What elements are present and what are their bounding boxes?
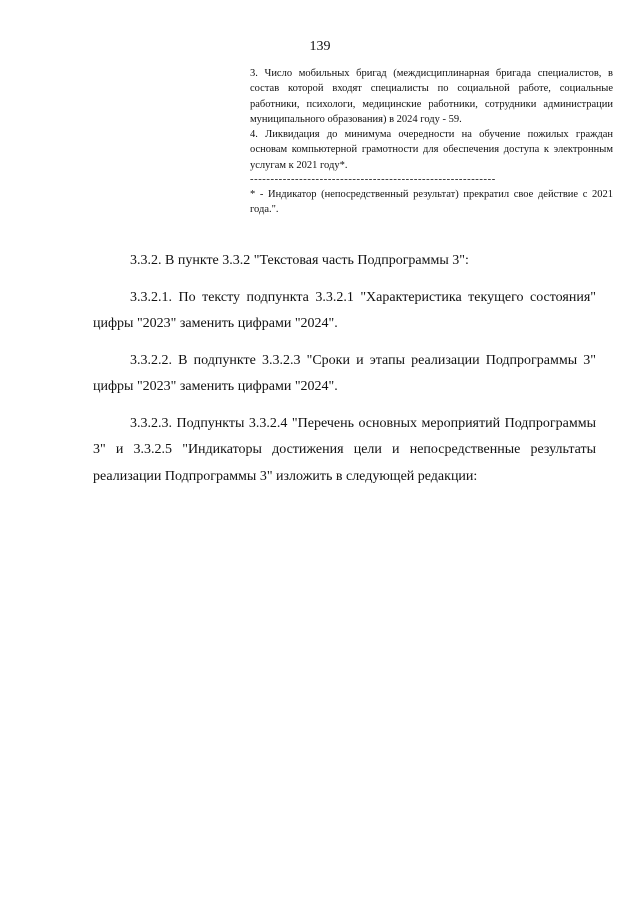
paragraph-3-3-2: 3.3.2. В пункте 3.3.2 "Текстовая часть Подпрограммы 3": xyxy=(130,253,469,268)
page-number: 139 xyxy=(309,39,331,54)
indicator-item-4: 4. Ликвидация до минимума очередности на обучение пожилых граждан основам компьютерной грамотности для обеспечения доступа к электронным услугам к 2021 году*. xyxy=(250,129,613,171)
paragraph-3-3-2-3: 3.3.2.3. Подпункты 3.3.2.4 "Перечень основных мероприятий Подпрограммы 3" и 3.3.2.5 "Индикаторы достижения цели и непосредственные результаты реализации Подпрограммы 3" изложить в следующей редакции: xyxy=(93,415,596,484)
quoted-indicators-block xyxy=(250,66,613,218)
indicator-item-3: 3. Число мобильных бригад (междисциплинарная бригада специалистов, в состав которой входят специалисты по социальной работе, социальные работники, психологи, медицинские работники, сотрудники администрации муниципального образования) в 2024 году - 59. xyxy=(250,68,613,125)
footnote-separator: ------------------------------------------------------------ xyxy=(250,174,496,186)
footnote: * - Индикатор (непосредственный результат) прекратил свое действие с 2021 года.". xyxy=(250,189,613,216)
paragraph-3-3-2-1: 3.3.2.1. По тексту подпункта 3.3.2.1 "Характеристика текущего состояния" цифры "2023" заменить цифрами "2024". xyxy=(93,289,596,331)
document-body xyxy=(93,248,596,490)
paragraph-3-3-2-2: 3.3.2.2. В подпункте 3.3.2.3 "Сроки и этапы реализации Подпрограммы 3" цифры "2023" заменить цифрами "2024". xyxy=(93,352,596,394)
